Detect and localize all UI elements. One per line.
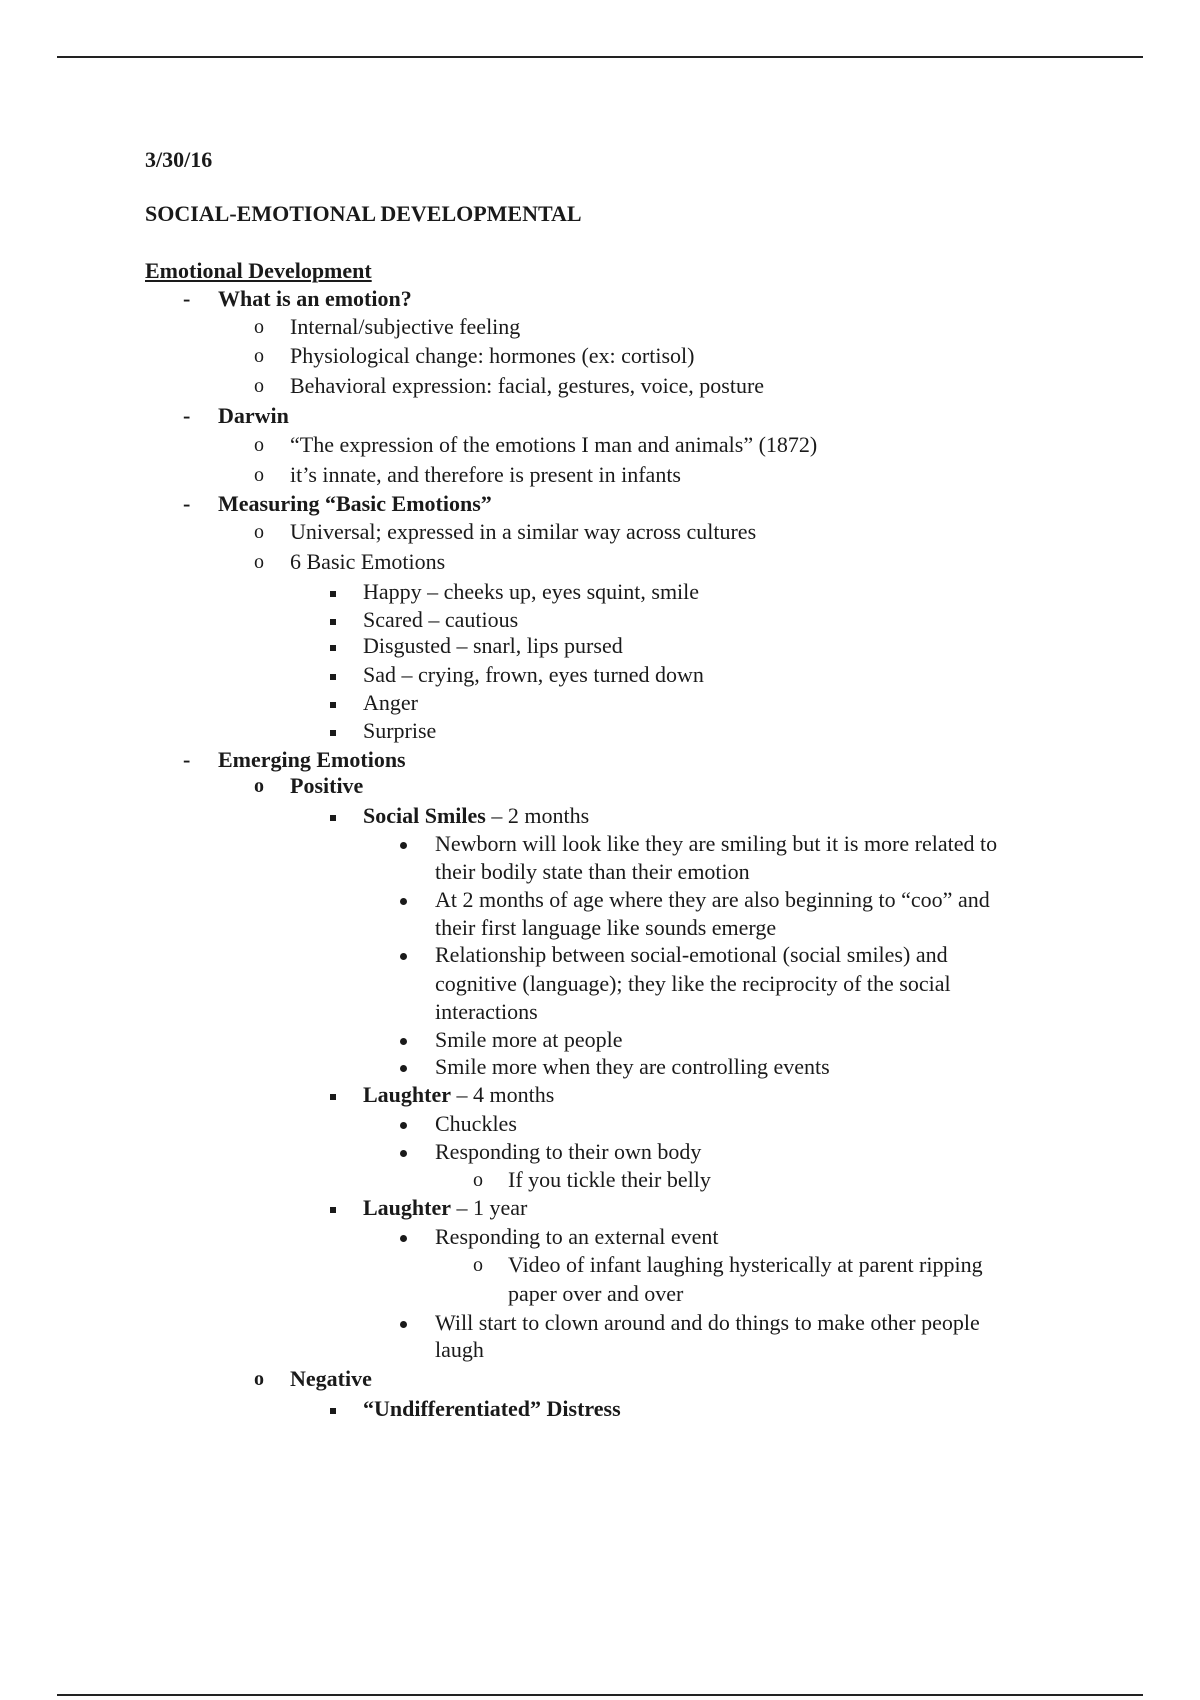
list-item: Universal; expressed in a similar way across cultures — [290, 519, 757, 544]
list-item: Video of infant laughing hysterically at parent ripping — [508, 1252, 983, 1277]
section-heading: Emotional Development — [145, 258, 372, 283]
square-bullet — [330, 1395, 336, 1423]
circle-bullet: o — [254, 375, 264, 397]
square-bullet — [330, 1081, 336, 1109]
list-item: Happy – cheeks up, eyes squint, smile — [363, 579, 700, 604]
list-item: “The expression of the emotions I man and animals” (1872) — [290, 432, 818, 457]
list-item-continuation: laugh — [435, 1337, 484, 1362]
dash-bullet: - — [183, 747, 191, 772]
dot-bullet — [400, 1138, 407, 1166]
list-item: Relationship between social-emotional (social smiles) and — [435, 942, 948, 967]
circle-bullet: o — [254, 521, 264, 543]
dot-bullet — [400, 1110, 407, 1138]
list-item: Disgusted – snarl, lips pursed — [363, 633, 623, 658]
list-item: Responding to their own body — [435, 1139, 702, 1164]
square-bullet — [330, 802, 336, 830]
item-detail: – 1 year — [451, 1195, 528, 1220]
list-item: Sad – crying, frown, eyes turned down — [363, 662, 704, 687]
list-item: Chuckles — [435, 1111, 517, 1136]
list-item-continuation: interactions — [435, 999, 538, 1024]
square-bullet — [330, 661, 336, 689]
dot-bullet — [400, 886, 407, 914]
list-item — [363, 802, 589, 830]
list-item: Measuring “Basic Emotions” — [218, 491, 492, 516]
circle-bullet: o — [254, 775, 264, 797]
list-item: What is an emotion? — [218, 286, 412, 311]
list-item: If you tickle their belly — [508, 1167, 711, 1192]
list-item: Newborn will look like they are smiling but it is more related to — [435, 831, 998, 856]
list-item: it’s innate, and therefore is present in infants — [290, 462, 681, 487]
item-label: Laughter — [363, 1195, 451, 1220]
dot-bullet — [400, 830, 407, 858]
dot-bullet — [400, 1053, 407, 1081]
item-detail: – 2 months — [485, 803, 590, 828]
circle-bullet: o — [254, 345, 264, 367]
list-item: Smile more at people — [435, 1027, 623, 1052]
list-item-continuation: cognitive (language); they like the reciprocity of the social — [435, 971, 951, 996]
circle-bullet: o — [473, 1254, 483, 1276]
list-item — [363, 1194, 527, 1222]
list-item: 6 Basic Emotions — [290, 549, 446, 574]
list-item: Will start to clown around and do things to make other people — [435, 1310, 980, 1335]
circle-bullet: o — [254, 464, 264, 486]
circle-bullet: o — [254, 1368, 264, 1390]
list-item: Physiological change: hormones (ex: cortisol) — [290, 343, 695, 368]
square-bullet — [330, 1194, 336, 1222]
square-bullet — [330, 689, 336, 717]
list-item: Internal/subjective feeling — [290, 314, 521, 339]
list-item-continuation: their first language like sounds emerge — [435, 915, 777, 940]
page-title: SOCIAL-EMOTIONAL DEVELOPMENTAL — [145, 201, 582, 226]
square-bullet — [330, 632, 336, 660]
bottom-rule — [57, 1694, 1143, 1696]
item-detail: – 4 months — [451, 1082, 555, 1107]
list-item: Surprise — [363, 718, 437, 743]
dot-bullet — [400, 1223, 407, 1251]
list-item: Responding to an external event — [435, 1224, 719, 1249]
item-label: Laughter — [363, 1082, 451, 1107]
circle-bullet: o — [473, 1169, 483, 1191]
list-item: “Undifferentiated” Distress — [363, 1396, 621, 1421]
list-item: At 2 months of age where they are also beginning to “coo” and — [435, 887, 990, 912]
square-bullet — [330, 606, 336, 634]
list-item — [363, 1081, 554, 1109]
dot-bullet — [400, 1026, 407, 1054]
circle-bullet: o — [254, 434, 264, 456]
square-bullet — [330, 578, 336, 606]
dot-bullet — [400, 941, 407, 969]
square-bullet — [330, 717, 336, 745]
date-heading: 3/30/16 — [145, 147, 213, 172]
item-label: Social Smiles — [363, 803, 486, 828]
list-item: Scared – cautious — [363, 607, 519, 632]
circle-bullet: o — [254, 551, 264, 573]
list-item: Behavioral expression: facial, gestures, voice, posture — [290, 373, 765, 398]
dash-bullet: - — [183, 286, 191, 311]
list-item: Negative — [290, 1366, 372, 1391]
dot-bullet — [400, 1309, 407, 1337]
circle-bullet: o — [254, 316, 264, 338]
dash-bullet: - — [183, 403, 191, 428]
list-item-continuation: paper over and over — [508, 1281, 684, 1306]
top-rule — [57, 56, 1143, 58]
list-item-continuation: their bodily state than their emotion — [435, 859, 750, 884]
list-item: Anger — [363, 690, 418, 715]
list-item: Smile more when they are controlling events — [435, 1054, 830, 1079]
list-item: Positive — [290, 773, 364, 798]
dash-bullet: - — [183, 491, 191, 516]
list-item: Emerging Emotions — [218, 747, 406, 772]
list-item: Darwin — [218, 403, 289, 428]
